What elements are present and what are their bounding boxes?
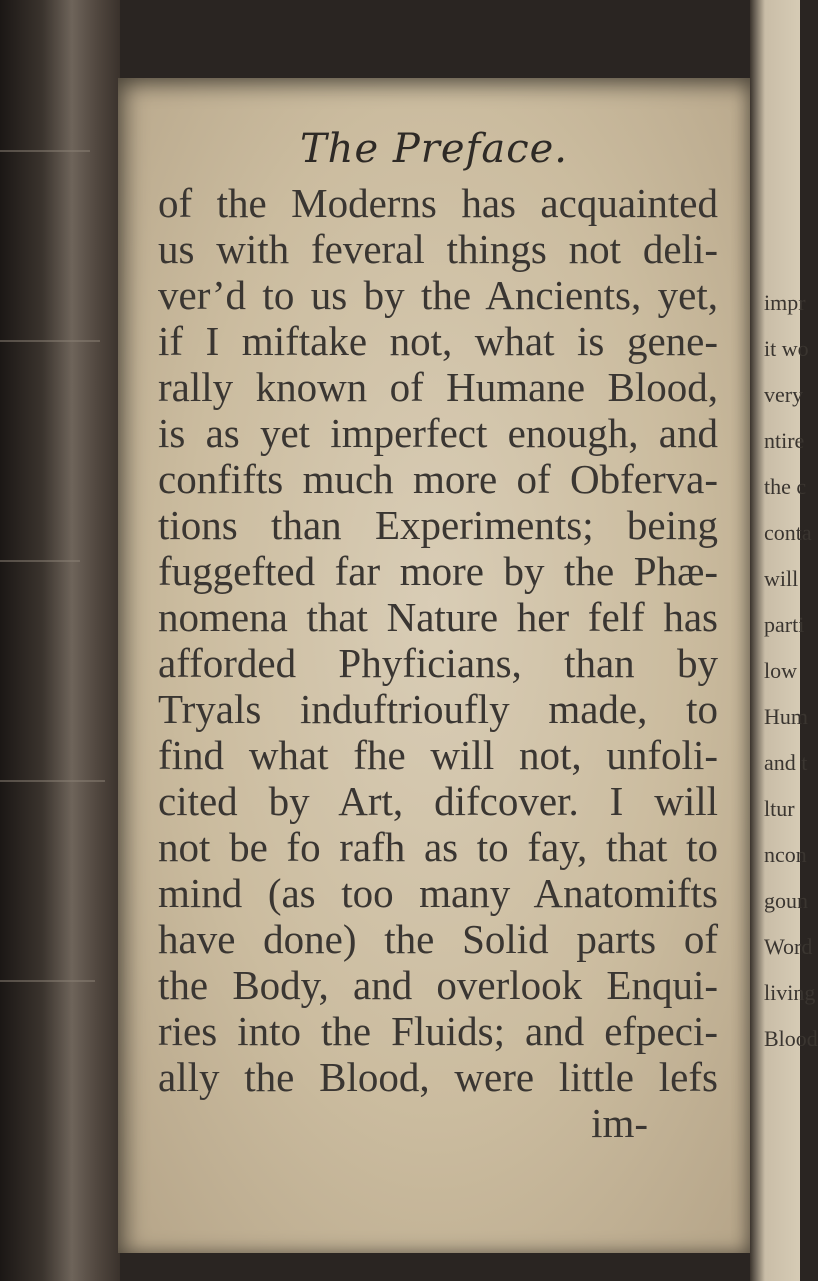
facing-page-fragment: impr	[764, 290, 806, 315]
running-header: The Preface.	[300, 126, 568, 172]
text-line: not be fo rafh as to fay, that to	[158, 824, 718, 870]
facing-page-fragment: living	[764, 980, 816, 1005]
catchword: im-	[591, 1100, 648, 1146]
text-line: ally the Blood, were little lefs	[158, 1054, 718, 1100]
text-line: the Body, and overlook Enqui-	[158, 962, 718, 1008]
facing-page-fragment: goun	[764, 888, 808, 913]
facing-page-fragment: ncon	[764, 842, 807, 867]
text-line: find what fhe will not, unfoli-	[158, 732, 718, 778]
text-line: fuggefted far more by the Phæ-	[158, 548, 718, 594]
facing-page-fragment: ltur	[764, 796, 795, 821]
facing-page-edge	[750, 0, 818, 1281]
text-line: ver’d to us by the Ancients, yet,	[158, 272, 718, 318]
facing-page-fragment: and t	[764, 750, 808, 775]
text-line: of the Moderns has acquainted	[158, 180, 718, 226]
text-line: us with feveral things not deli-	[158, 226, 718, 272]
text-line: tions than Experiments; being	[158, 502, 718, 548]
facing-page-fragment: the c	[764, 474, 807, 499]
text-line: Tryals induftrioufly made, to	[158, 686, 718, 732]
page-body-text	[158, 180, 718, 1146]
facing-page-fragment: parti	[764, 612, 805, 637]
facing-page-fragment: it wo	[764, 336, 809, 361]
page-leaf-edge	[0, 560, 80, 562]
text-line: if I miftake not, what is gene-	[158, 318, 718, 364]
facing-page-fragment: Word	[764, 934, 813, 959]
text-line: confifts much more of Obferva-	[158, 456, 718, 502]
page-leaf-edge	[0, 340, 100, 342]
facing-page-fragment: ntire	[764, 428, 805, 453]
text-line: nomena that Nature her felf has	[158, 594, 718, 640]
facing-page-fragment: low	[764, 658, 797, 683]
book-page	[118, 78, 750, 1253]
text-line: mind (as too many Anatomifts	[158, 870, 718, 916]
facing-page-fragment: Hum	[764, 704, 808, 729]
facing-page-fragment: Blood	[764, 1026, 818, 1051]
text-line: afforded Phyficians, than by	[158, 640, 718, 686]
text-line: ries into the Fluids; and efpeci-	[158, 1008, 718, 1054]
text-line: is as yet imperfect enough, and	[158, 410, 718, 456]
page-leaf-edge	[0, 980, 95, 982]
facing-page-fragment: will	[764, 566, 799, 591]
text-line: rally known of Humane Blood,	[158, 364, 718, 410]
page-leaf-edge	[0, 780, 105, 782]
facing-page-fragment: very	[764, 382, 804, 407]
facing-page-fragment: conta	[764, 520, 812, 545]
text-line: have done) the Solid parts of	[158, 916, 718, 962]
page-leaf-edge	[0, 150, 90, 152]
book-left-edge	[0, 0, 120, 1281]
text-line: cited by Art, difcover. I will	[158, 778, 718, 824]
